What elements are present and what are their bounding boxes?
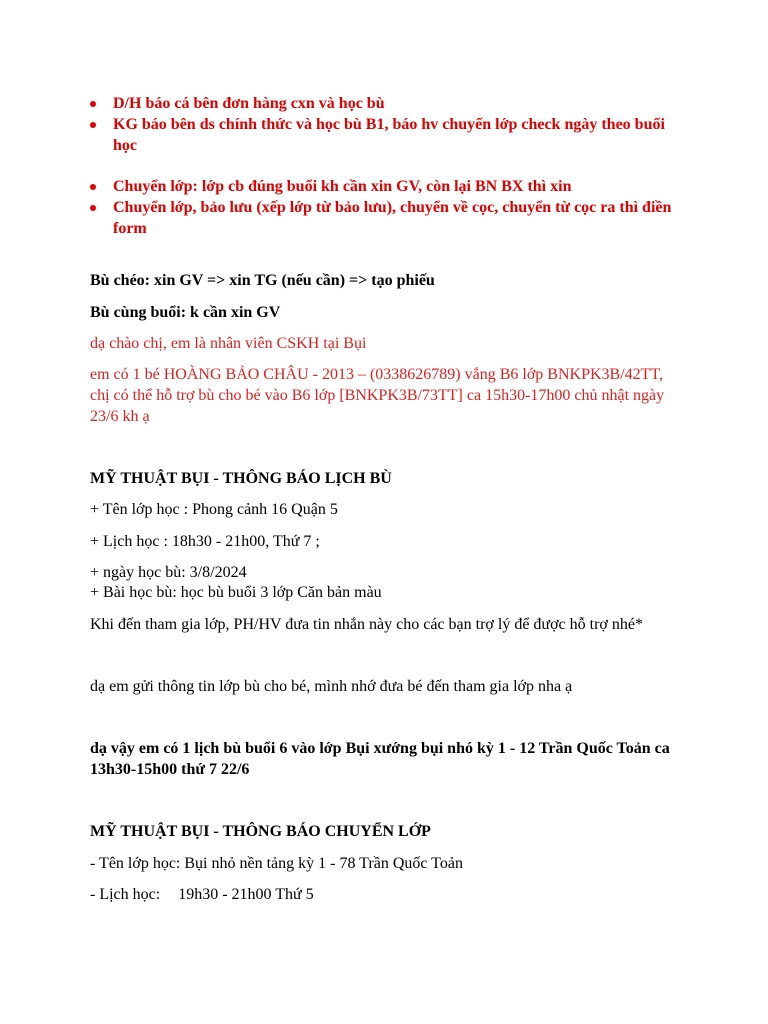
bullet-icon bbox=[90, 184, 96, 190]
bullet-icon bbox=[90, 122, 96, 128]
notice2-class-name: - Tên lớp học: Bụi nhỏ nền tảng kỳ 1 - 78 Trần Quốc Toản bbox=[90, 855, 463, 872]
notice1-class-name: + Tên lớp học : Phong cảnh 16 Quận 5 bbox=[90, 501, 338, 518]
makeup-session-paragraph: dạ vậy em có 1 lịch bù buổi 6 vào lớp Bụi xướng bụi nhó kỳ 1 - 12 Trần Quốc Toản ca 13h30-15h00 thứ 7 22/6 bbox=[90, 740, 670, 778]
list-item: Chuyển lớp, bảo lưu (xếp lớp từ bảo lưu), chuyển về cọc, chuyển từ cọc ra thì điền form bbox=[0, 197, 768, 239]
bu-cheo-line: Bù chéo: xin GV => xin TG (nếu cần) => tạo phiếu bbox=[90, 272, 435, 289]
bullet-list-transfer bbox=[0, 176, 768, 239]
list-item: Chuyển lớp: lớp cb đúng buổi kh cần xin GV, còn lại BN BX thì xin bbox=[0, 176, 768, 197]
notice2-schedule bbox=[90, 884, 690, 905]
list-item: D/H báo cá bên đơn hàng cxn và học bù bbox=[0, 93, 768, 114]
notice2-schedule-value: 19h30 - 21h00 Thứ 5 bbox=[178, 886, 314, 903]
request-paragraph: em có 1 bé HOÀNG BẢO CHÂU - 2013 – (0338626789) vắng B6 lớp BNKPK3B/42TT, chị có thể hỗ trợ bù cho bé vào B6 lớp [BNKPK3B/73TT] ca 15h30-17h00 chủ nhật ngày 23/6 kh ạ bbox=[90, 366, 665, 425]
notice1-title: MỸ THUẬT BỤI - THÔNG BÁO LỊCH BÙ bbox=[90, 470, 392, 487]
notice1-lesson: + Bài học bù: học bù buổi 3 lớp Căn bản màu bbox=[90, 584, 382, 601]
bullet-list-orders bbox=[0, 93, 768, 156]
notice1-footer: Khi đến tham gia lớp, PH/HV đưa tin nhắn này cho các bạn trợ lý để được hỗ trợ nhé* bbox=[90, 616, 643, 633]
notice1-schedule: + Lịch học : 18h30 - 21h00, Thứ 7 ; bbox=[90, 533, 320, 550]
notice2-schedule-label: - Lịch học: bbox=[90, 886, 161, 903]
greeting-line: dạ chào chị, em là nhân viên CSKH tại Bụi bbox=[90, 335, 367, 352]
notice1-makeup-date: + ngày học bù: 3/8/2024 bbox=[90, 564, 247, 581]
bu-cung-buoi-line: Bù cùng buổi: k cần xin GV bbox=[90, 304, 281, 321]
bullet-icon bbox=[90, 205, 96, 211]
notice2-title: MỸ THUẬT BỤI - THÔNG BÁO CHUYỂN LỚP bbox=[90, 823, 431, 840]
bullet-icon bbox=[90, 101, 96, 107]
list-item: KG báo bên ds chính thức và học bù B1, báo hv chuyển lớp check ngày theo buổi học bbox=[0, 114, 768, 156]
send-info-line: dạ em gửi thông tin lớp bù cho bé, mình nhớ đưa bé đến tham gia lớp nha ạ bbox=[90, 678, 573, 695]
